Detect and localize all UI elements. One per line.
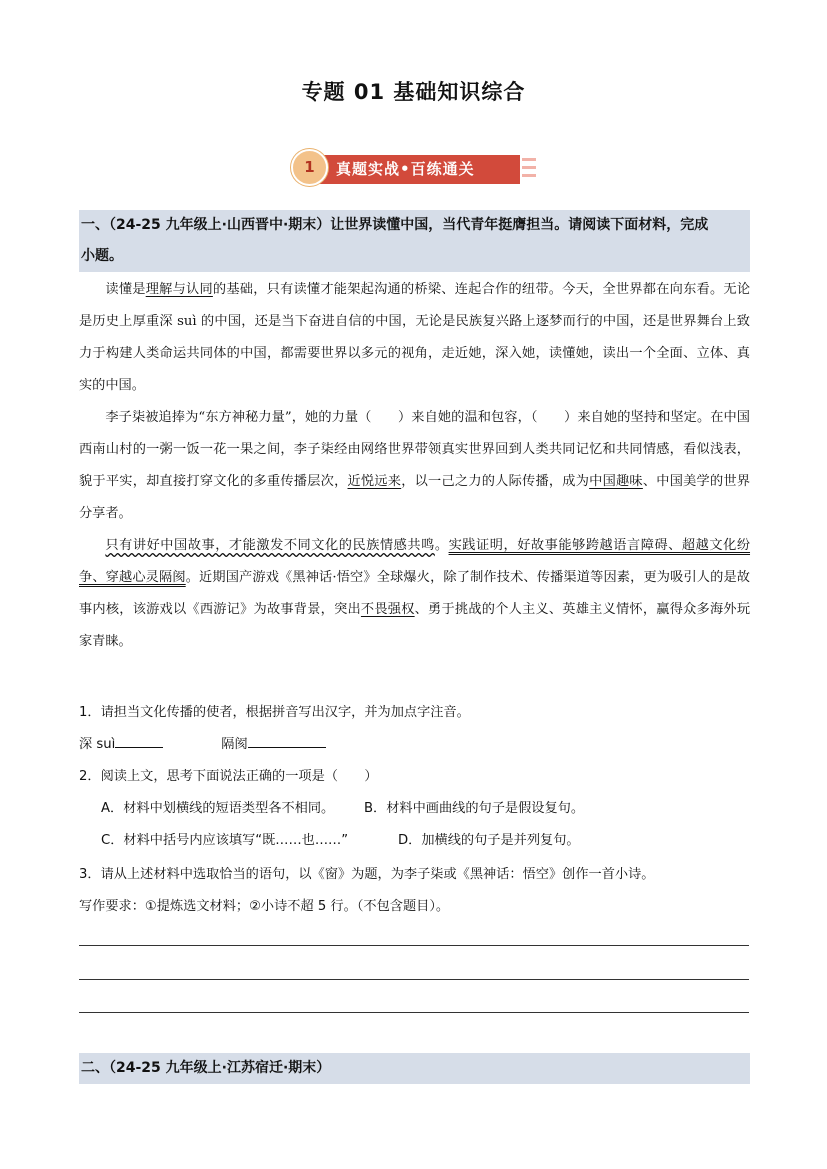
- underlined-phrase: 不畏强权: [360, 602, 415, 617]
- passage-paragraph-2: 李子柒被追捧为“东方神秘力量”，她的力量（ ）来自她的温和包容，（ ）来自她的坚持和坚定。在中国西南山村的一粥一饭一花一果之间，李子柒经由网络世界带领真实世界回到人类共同记忆和共同情感，看似浅表，貌于平实，却直接打穿文化的多重传播层次，近悦远来，以一己之力的人际传播，成为中国趣味、中国美学的世界分享者。: [79, 410, 751, 521]
- wavy-underlined-sentence: 只有讲好中国故事，才能激发不同文化的民族情感共鸣: [105, 538, 435, 553]
- double-underlined-sentence: 实践证明，好故事能够跨越语言障碍、超越文化纷争、穿越心灵隔阂: [79, 538, 751, 585]
- underlined-phrase: 理解与认同: [145, 282, 213, 297]
- section-1-header-line1: 一、（24-25 九年级上·山西晋中·期末）让世界读懂中国，当代青年挺膺担当。请阅读下面材料，完成: [81, 217, 709, 233]
- question-3-requirements: 写作要求：①提炼选文材料；②小诗不超 5 行。（不包含题目）。: [79, 899, 450, 914]
- option-b[interactable]: B．材料中画曲线的句子是假设复句。: [364, 801, 585, 816]
- passage-paragraph-3: 只有讲好中国故事，才能激发不同文化的民族情感共鸣。实践证明，好故事能够跨越语言障碍、超越文化纷争、穿越心灵隔阂。近期国产游戏《黑神话·悟空》全球爆火，除了制作技术、传播渠道等因素，更为吸引人的是故事内核，该游戏以《西游记》为故事背景，突出不畏强权、勇于挑战的个人主义、英雄主义情怀，赢得众多海外玩家青睐。: [79, 538, 751, 649]
- banner-stripe: [522, 166, 536, 169]
- question-3: 3．请从上述材料中选取恰当的语句，以《窗》为题，为李子柒或《黑神话：悟空》创作一首小诗。: [79, 867, 655, 882]
- answer-line[interactable]: [79, 945, 749, 946]
- answer-line[interactable]: [79, 979, 749, 980]
- banner-stripe: [522, 174, 536, 177]
- reading-passage: [79, 274, 750, 658]
- answer-line[interactable]: [79, 1012, 749, 1013]
- underlined-phrase: 中国趣味: [589, 474, 643, 489]
- banner-stripe: [522, 158, 536, 161]
- banner-label: 真题实战•百练通关: [336, 160, 475, 178]
- section-1-header-line2: 小题。: [81, 248, 123, 264]
- question-2: 2．阅读上文，思考下面说法正确的一项是（ ）: [79, 769, 378, 784]
- section-1-header: [79, 210, 750, 272]
- banner-number: 1: [304, 158, 315, 176]
- option-a[interactable]: A．材料中划横线的短语类型各不相同。: [101, 801, 335, 816]
- answer-blank[interactable]: [248, 731, 326, 748]
- question-1: 1．请担当文化传播的使者，根据拼音写出汉字，并为加点字注音。: [79, 705, 470, 720]
- section-2-header: 二、（24-25 九年级上·江苏宿迁·期末）: [79, 1053, 750, 1084]
- option-c[interactable]: C．材料中括号内应该填写“既……也……”: [101, 833, 349, 848]
- page-title: 专题 01 基础知识综合: [301, 80, 526, 104]
- underlined-phrase: 近悦远来: [347, 474, 402, 489]
- option-d[interactable]: D．加横线的句子是并列复句。: [398, 833, 580, 848]
- passage-paragraph-1: 读懂是理解与认同的基础，只有读懂才能架起沟通的桥梁、连起合作的纽带。今天，全世界都在向东看。无论是历史上厚重深 suì 的中国，还是当下奋进自信的中国，无论是民族复兴路上逐梦而行的中国，还是世界舞台上致力于构建人类命运共同体的中国，都需要世界以多元的视角，走近她，深入她，读懂她，读出一个全面、立体、真实的中国。: [79, 282, 751, 393]
- answer-blank[interactable]: [115, 731, 163, 748]
- question-1-blanks: 深 suì 隔阂: [79, 729, 326, 761]
